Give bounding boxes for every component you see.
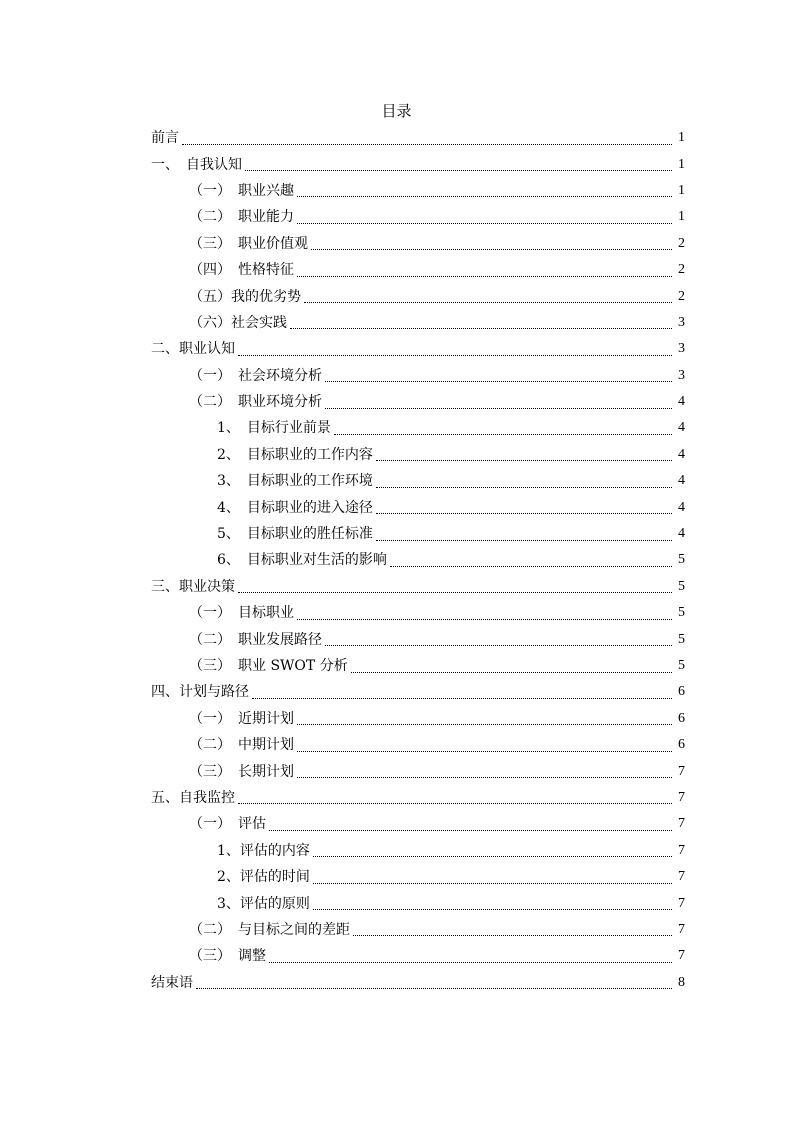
toc-entry[interactable] — [151, 521, 685, 547]
toc-entry-page-number: 1 — [678, 156, 685, 172]
toc-entry-page-number: 7 — [678, 895, 685, 911]
toc-dot-leader — [376, 487, 672, 488]
toc-entry[interactable] — [151, 363, 685, 389]
toc-entry-label: 三、职业决策 — [151, 578, 235, 595]
toc-entry-page-number: 6 — [678, 684, 685, 700]
toc-entry[interactable] — [151, 600, 685, 626]
toc-entry-label: 一、 自我认知 — [151, 156, 242, 173]
toc-entry-label: 4、 目标职业的进入途径 — [217, 499, 373, 516]
toc-dot-leader — [325, 645, 672, 646]
toc-entry[interactable] — [151, 732, 685, 758]
toc-entry-page-number: 7 — [678, 789, 685, 805]
toc-entry-label: 3、评估的原则 — [217, 895, 310, 912]
toc-entry-page-number: 4 — [678, 526, 685, 542]
toc-entry[interactable] — [151, 811, 685, 837]
toc-entry-page-number: 4 — [678, 473, 685, 489]
toc-dot-leader — [196, 988, 672, 989]
toc-entry[interactable] — [151, 943, 685, 969]
toc-dot-leader — [376, 460, 672, 461]
toc-dot-leader — [390, 566, 672, 567]
toc-dot-leader — [311, 249, 672, 250]
toc-entry-page-number: 4 — [678, 499, 685, 515]
toc-entry-label: 1、 目标行业前景 — [217, 420, 331, 437]
toc-entry-label: （二） 职业发展路径 — [189, 631, 322, 648]
toc-entry-label: （二） 职业能力 — [189, 209, 294, 226]
toc-entry[interactable] — [151, 468, 685, 494]
toc-entry-page-number: 7 — [678, 816, 685, 832]
toc-entry[interactable] — [151, 442, 685, 468]
toc-dot-leader — [325, 381, 672, 382]
toc-dot-leader — [290, 328, 672, 329]
toc-entry[interactable] — [151, 389, 685, 415]
toc-dot-leader — [238, 592, 672, 593]
toc-dot-leader — [238, 355, 672, 356]
toc-entry-label: （四） 性格特征 — [189, 262, 294, 279]
toc-dot-leader — [351, 672, 672, 673]
toc-entry-label: （一） 评估 — [189, 816, 266, 833]
toc-entry-page-number: 2 — [678, 288, 685, 304]
toc-entry-label: （二） 与目标之间的差距 — [189, 921, 350, 938]
toc-dot-leader — [353, 935, 672, 936]
toc-entry[interactable] — [151, 204, 685, 230]
toc-dot-leader — [297, 724, 672, 725]
toc-entry-page-number: 4 — [678, 420, 685, 436]
toc-entry-page-number: 5 — [678, 578, 685, 594]
toc-entry-label: 前言 — [151, 130, 179, 147]
toc-dot-leader — [182, 144, 672, 145]
toc-dot-leader — [297, 751, 672, 752]
toc-entry-page-number: 5 — [678, 658, 685, 673]
toc-entry[interactable] — [151, 125, 685, 151]
toc-entry-page-number: 1 — [678, 209, 685, 225]
toc-entry[interactable] — [151, 547, 685, 573]
toc-entry[interactable] — [151, 758, 685, 784]
toc-entry-page-number: 7 — [678, 921, 685, 937]
toc-entry-page-number: 6 — [678, 710, 685, 726]
toc-entry[interactable] — [151, 970, 685, 996]
toc-entry-label: 二、职业认知 — [151, 341, 235, 358]
toc-entry[interactable] — [151, 706, 685, 732]
toc-dot-leader — [313, 856, 672, 857]
toc-entry-label: （一） 目标职业 — [189, 605, 294, 622]
toc-entry-page-number: 1 — [678, 182, 685, 198]
toc-entry-label: （一） 社会环境分析 — [189, 367, 322, 384]
toc-entry[interactable] — [151, 231, 685, 257]
toc-entry-label: 五、自我监控 — [151, 789, 235, 806]
toc-dot-leader — [269, 830, 672, 831]
toc-dot-leader — [297, 619, 672, 620]
toc-entry-page-number: 7 — [678, 948, 685, 964]
toc-dot-leader — [269, 962, 672, 963]
toc-entry-page-number: 5 — [678, 605, 685, 621]
toc-entry[interactable] — [151, 864, 685, 890]
toc-entry-page-number: 6 — [678, 737, 685, 753]
toc-dot-leader — [297, 777, 672, 778]
toc-entry-page-number: 2 — [678, 235, 685, 251]
toc-entry[interactable] — [151, 890, 685, 916]
toc-dot-leader — [245, 170, 672, 171]
toc-entry-label: 2、评估的时间 — [217, 869, 310, 886]
toc-entry-page-number: 7 — [678, 842, 685, 858]
toc-title: 目录 — [381, 102, 412, 120]
toc-entry-page-number: 5 — [678, 552, 685, 568]
toc-entry[interactable] — [151, 151, 685, 177]
toc-entry[interactable] — [151, 336, 685, 362]
toc-entry-page-number: 7 — [678, 763, 685, 779]
toc-entry-label: 2、 目标职业的工作内容 — [217, 446, 373, 463]
toc-entry-label: 6、 目标职业对生活的影响 — [217, 552, 387, 569]
toc-entry[interactable] — [151, 178, 685, 204]
toc-entry-page-number: 5 — [678, 631, 685, 647]
toc-entry-label: （一） 近期计划 — [189, 710, 294, 727]
toc-entry[interactable] — [151, 310, 685, 336]
toc-entry-label: （三） 长期计划 — [189, 763, 294, 780]
toc-entry[interactable] — [151, 626, 685, 652]
toc-dot-leader — [297, 223, 672, 224]
toc-entry-label: 结束语 — [151, 974, 193, 991]
toc-entry-label: （三） 职业 SWOT 分析 — [189, 658, 348, 674]
toc-entry-page-number: 8 — [678, 974, 685, 990]
toc-entry-label: 5、 目标职业的胜任标准 — [217, 526, 373, 543]
toc-entry-page-number: 7 — [678, 869, 685, 885]
toc-entry[interactable] — [151, 838, 685, 864]
toc-entry[interactable] — [151, 494, 685, 520]
toc-entry-page-number: 4 — [678, 446, 685, 462]
toc-entry[interactable] — [151, 415, 685, 441]
toc-entry-label: （三） 职业价值观 — [189, 235, 308, 252]
toc-list — [151, 125, 685, 996]
toc-entry-label: （五）我的优劣势 — [189, 288, 301, 305]
toc-dot-leader — [252, 698, 672, 699]
toc-dot-leader — [376, 513, 672, 514]
toc-entry-page-number: 3 — [678, 314, 685, 330]
toc-dot-leader — [238, 803, 672, 804]
toc-entry-label: 四、计划与路径 — [151, 684, 249, 701]
toc-entry[interactable] — [151, 257, 685, 283]
toc-entry-label: （一） 职业兴趣 — [189, 182, 294, 199]
toc-dot-leader — [376, 540, 672, 541]
toc-entry-label: （二） 中期计划 — [189, 737, 294, 754]
toc-dot-leader — [334, 434, 672, 435]
toc-dot-leader — [325, 408, 672, 409]
toc-dot-leader — [297, 196, 672, 197]
toc-entry-page-number: 3 — [678, 341, 685, 357]
toc-entry[interactable] — [151, 574, 685, 600]
toc-entry-label: （二） 职业环境分析 — [189, 394, 322, 411]
toc-entry-page-number: 3 — [678, 367, 685, 383]
toc-entry[interactable] — [151, 785, 685, 811]
toc-entry-label: （三） 调整 — [189, 948, 266, 965]
toc-dot-leader — [313, 883, 672, 884]
toc-dot-leader — [304, 302, 672, 303]
toc-entry[interactable] — [151, 917, 685, 943]
toc-entry[interactable] — [151, 653, 685, 679]
toc-dot-leader — [297, 276, 672, 277]
toc-entry-page-number: 4 — [678, 394, 685, 410]
toc-dot-leader — [313, 909, 672, 910]
toc-entry[interactable] — [151, 679, 685, 705]
toc-entry-page-number: 2 — [678, 262, 685, 278]
toc-entry-label: 1、评估的内容 — [217, 842, 310, 859]
toc-entry-label: 3、 目标职业的工作环境 — [217, 473, 373, 490]
toc-entry-label: （六）社会实践 — [189, 314, 287, 331]
toc-entry-page-number: 1 — [678, 130, 685, 146]
toc-entry[interactable] — [151, 283, 685, 309]
